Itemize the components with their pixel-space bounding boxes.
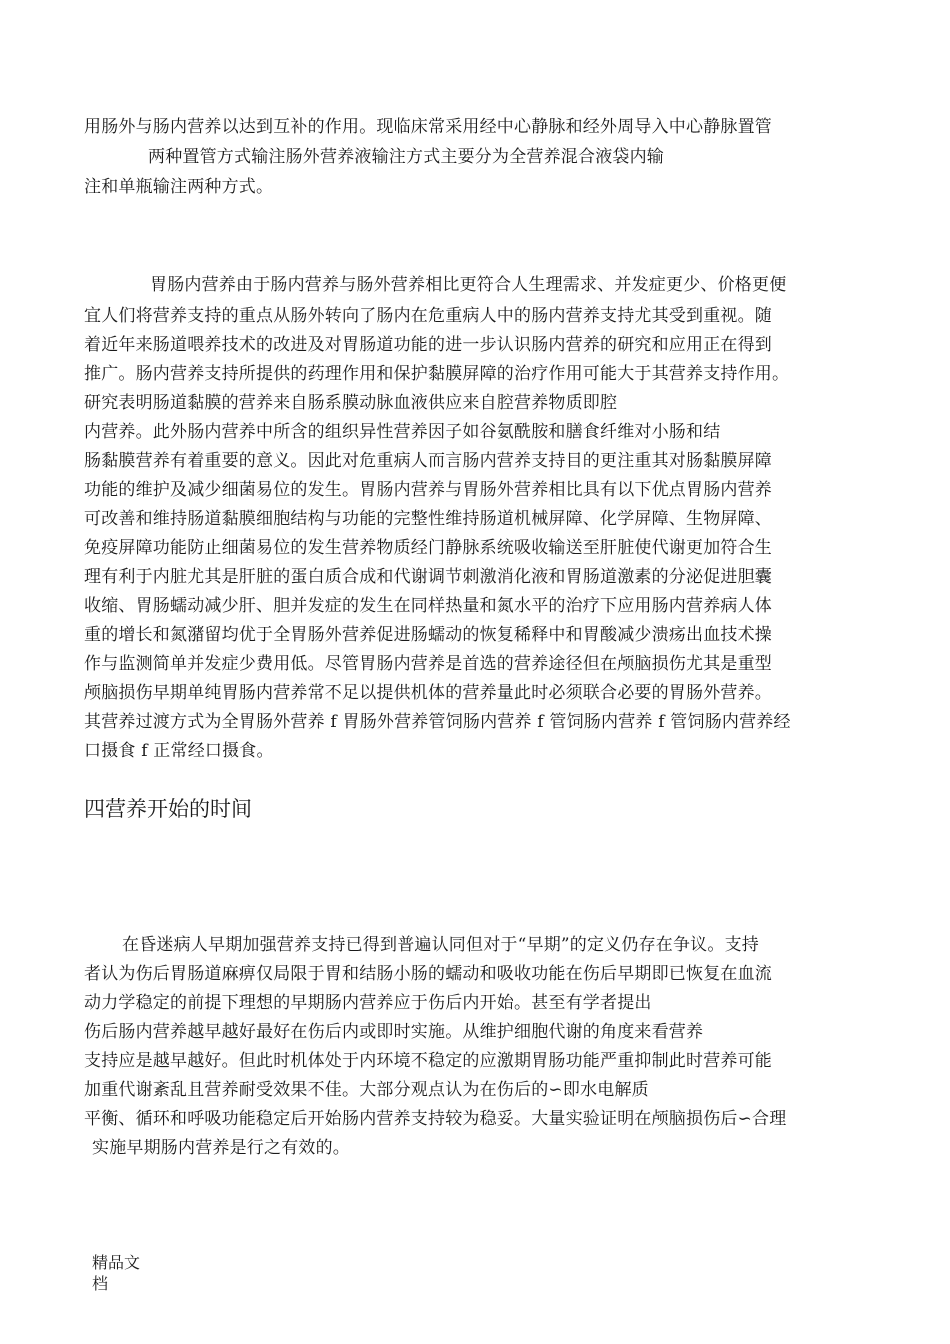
paragraph-line: 理有利于内脏尤其是肝脏的蛋白质合成和代谢调节刺激消化液和胃肠道激素的分泌促进胆囊 [84,567,772,587]
paragraph-line: 作与监测简单并发症少费用低。尽管胃肠内营养是首选的营养途径但在颅脑损伤尤其是重型 [84,654,772,674]
paragraph-line: 收缩、胃肠蠕动减少肝、胆并发症的发生在同样热量和氮水平的治疗下应用肠内营养病人体 [84,596,772,616]
paragraph-line: 在昏迷病人早期加强营养支持已得到普遍认同但对于“早期”的定义仍存在争议。支持 [122,935,759,955]
paragraph-line: 重的增长和氮潴留均优于全胃肠外营养促进肠蠕动的恢复稀释中和胃酸减少溃疡出血技术操 [84,625,772,645]
paragraph-line: 者认为伤后胃肠道麻痹仅局限于胃和结肠小肠的蠕动和吸收功能在伤后早期即已恢复在血流 [84,964,772,984]
paragraph-line: 着近年来肠道喂养技术的改进及对胃肠道功能的进一步认识肠内营养的研究和应用正在得到 [84,335,772,355]
paragraph-line: 宜人们将营养支持的重点从肠外转向了肠内在危重病人中的肠内营养支持尤其受到重视。随 [84,306,772,326]
paragraph-line: 可改善和维持肠道黏膜细胞结构与功能的完整性维持肠道机械屏障、化学屏障、生物屏障、 [84,509,772,529]
paragraph-line: 注和单瓶输注两种方式。 [84,177,274,197]
footer-label: 精品文档 [92,1253,141,1293]
paragraph-line: 颅脑损伤早期单纯胃肠内营养常不足以提供机体的营养量此时必须联合必要的胃肠外营养。 [84,683,772,703]
paragraph-line: 两种置管方式输注肠外营养液输注方式主要分为全营养混合液袋内输 [148,147,664,167]
paragraph-line: 加重代谢紊乱且营养耐受效果不佳。大部分观点认为在伤后的∽即水电解质 [84,1080,649,1100]
paragraph-line: 其营养过渡方式为全胃肠外营养 f 胃肠外营养管饲肠内营养 f 管饲肠内营养 f 管饲肠内营养经 [84,712,791,732]
paragraph-line: 支持应是越早越好。但此时机体处于内环境不稳定的应激期胃肠功能严重抑制此时营养可能 [84,1051,772,1071]
paragraph-line: 动力学稳定的前提下理想的早期肠内营养应于伤后内开始。甚至有学者提出 [84,993,652,1013]
paragraph-line: 用肠外与肠内营养以达到互补的作用。现临床常采用经中心静脉和经外周导入中心静脉置管 [84,117,772,137]
paragraph-line: 肠黏膜营养有着重要的意义。因此对危重病人而言肠内营养支持目的更注重其对肠黏膜屏障 [84,451,772,471]
paragraph-line: 平衡、循环和呼吸功能稳定后开始肠内营养支持较为稳妥。大量实验证明在颅脑损伤后∽合理 [84,1109,787,1129]
paragraph-line: 功能的维护及减少细菌易位的发生。胃肠内营养与胃肠外营养相比具有以下优点胃肠内营养 [84,480,772,500]
paragraph-line: 伤后肠内营养越早越好最好在伤后内或即时实施。从维护细胞代谢的角度来看营养 [84,1022,704,1042]
paragraph-line: 胃肠内营养由于肠内营养与肠外营养相比更符合人生理需求、并发症更少、价格更便 [150,275,787,295]
paragraph-line: 推广。肠内营养支持所提供的药理作用和保护黏膜屏障的治疗作用可能大于其营养支持作用。 [84,364,790,384]
paragraph-line: 研究表明肠道黏膜的营养来自肠系膜动脉血液供应来自腔营养物质即腔 [84,393,618,413]
paragraph-line: 实施早期肠内营养是行之有效的。 [92,1138,350,1158]
paragraph-line: 内营养。此外肠内营养中所含的组织异性营养因子如谷氨酰胺和膳食纤维对小肠和结 [84,422,721,442]
paragraph-line: 免疫屏障功能防止细菌易位的发生营养物质经门静脉系统吸收输送至肝脏使代谢更加符合生 [84,538,772,558]
paragraph-line: 口摄食 f 正常经口摄食。 [84,741,274,761]
section-heading: 四营养开始的时间 [84,797,252,821]
